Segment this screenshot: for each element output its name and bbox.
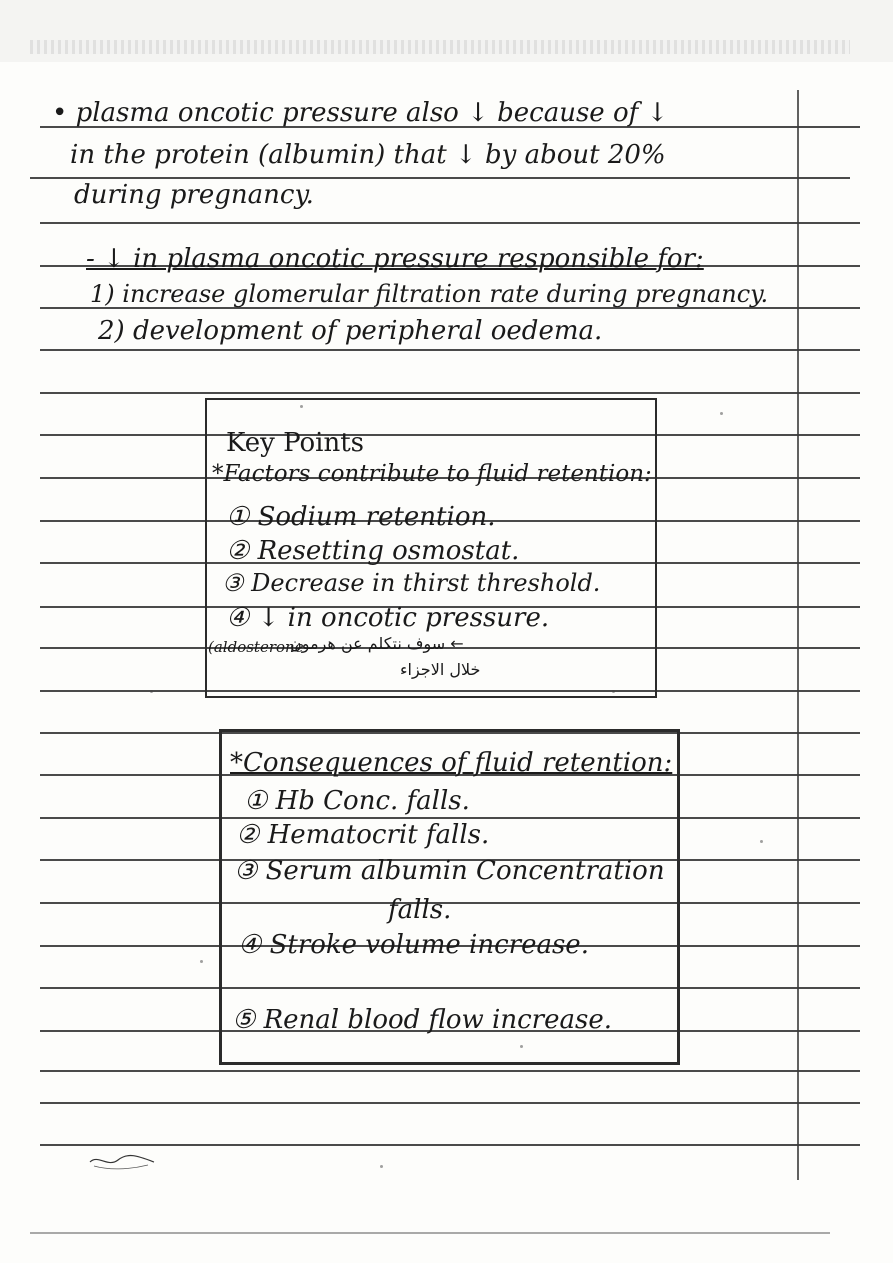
- key-points-note-label: (aldosterone: [208, 638, 304, 656]
- key-points-title: Key Points: [226, 428, 365, 458]
- consequences-item-1: ① Hb Conc. falls.: [244, 786, 470, 816]
- consequences-item-3-cont: falls.: [388, 895, 452, 925]
- consequences-title: *Consequences of fluid retention:: [230, 748, 673, 778]
- page-bottom-edge: [30, 1232, 830, 1234]
- key-points-note-arabic-1: سوف نتكلم عن هرمون ←: [290, 634, 464, 653]
- key-points-note-arabic-2: خلال الاجزاء: [400, 660, 481, 679]
- paragraph1-line3: during pregnancy.: [74, 180, 314, 210]
- consequences-item-4: ④ Stroke volume increase.: [238, 930, 589, 960]
- margin-line: [797, 90, 799, 1180]
- paragraph2-item2: 2) development of peripheral oedema.: [98, 316, 603, 346]
- key-points-item-1: ① Sodium retention.: [226, 502, 496, 532]
- paragraph1-line2: in the protein (albumin) that ↓ by about 20%: [70, 140, 666, 170]
- key-points-item-4: ④ ↓ in oncotic pressure.: [226, 603, 550, 633]
- signature-mark: [88, 1150, 158, 1172]
- key-points-item-3: ③ Decrease in thirst threshold.: [222, 569, 601, 597]
- consequences-item-3: ③ Serum albumin Concentration: [234, 856, 665, 886]
- paragraph1-line1: • plasma oncotic pressure also ↓ because of ↓: [52, 98, 669, 128]
- paragraph2-item1: 1) increase glomerular filtration rate during pregnancy.: [90, 280, 769, 308]
- key-points-item-2: ② Resetting osmostat.: [226, 536, 520, 566]
- paragraph2-heading: - ↓ in plasma oncotic pressure responsible for:: [86, 244, 704, 274]
- consequences-item-2: ② Hematocrit falls.: [236, 820, 490, 850]
- consequences-item-5: ⑤ Renal blood flow increase.: [232, 1005, 612, 1035]
- page-top-edge: [0, 0, 893, 62]
- key-points-subtitle: *Factors contribute to fluid retention:: [212, 461, 652, 487]
